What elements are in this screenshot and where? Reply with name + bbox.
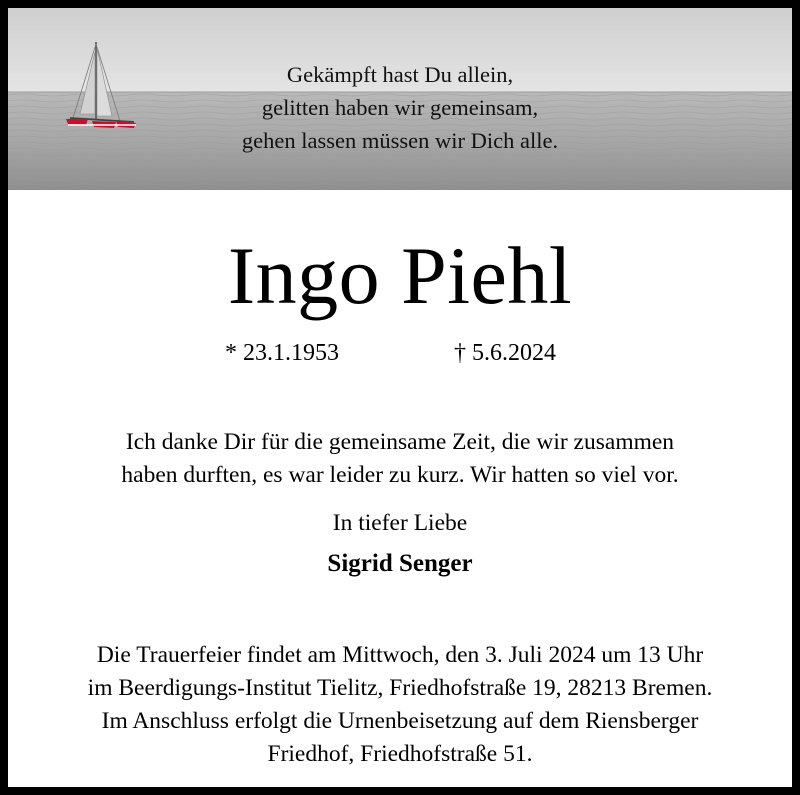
message-text <box>8 426 792 492</box>
quote-line: Gekämpft hast Du allein, <box>286 62 514 87</box>
funeral-line: Im Anschluss erfolgt die Urnenbeisetzung auf dem Riensberger <box>101 708 699 734</box>
closing-phrase: In tiefer Liebe <box>332 510 468 536</box>
quote-line: gehen lassen müssen wir Dich alle. <box>241 128 559 153</box>
message-line: haben durften, es war leider zu kurz. Wir hatten so viel vor. <box>121 462 679 488</box>
deceased-name: Ingo Piehl <box>227 230 573 321</box>
funeral-line: Die Trauerfeier findet am Mittwoch, den 3. Juli 2024 um 13 Uhr <box>96 642 704 668</box>
notice-inner <box>8 8 792 787</box>
message-line: Ich danke Dir für die gemeinsame Zeit, die wir zusammen <box>125 429 675 455</box>
funeral-info <box>8 639 792 771</box>
birth-date: * 23.1.1953 <box>225 340 339 366</box>
header-photo <box>8 8 792 190</box>
funeral-line: Friedhof, Friedhofstraße 51. <box>267 741 533 767</box>
quote-line: gelitten haben wir gemeinsam, <box>261 95 539 120</box>
signer-name: Sigrid Senger <box>327 550 473 577</box>
header-quote <box>8 58 792 157</box>
death-date: † 5.6.2024 <box>454 340 556 366</box>
funeral-line: im Beerdigungs-Institut Tielitz, Friedhofstraße 19, 28213 Bremen. <box>87 675 713 701</box>
